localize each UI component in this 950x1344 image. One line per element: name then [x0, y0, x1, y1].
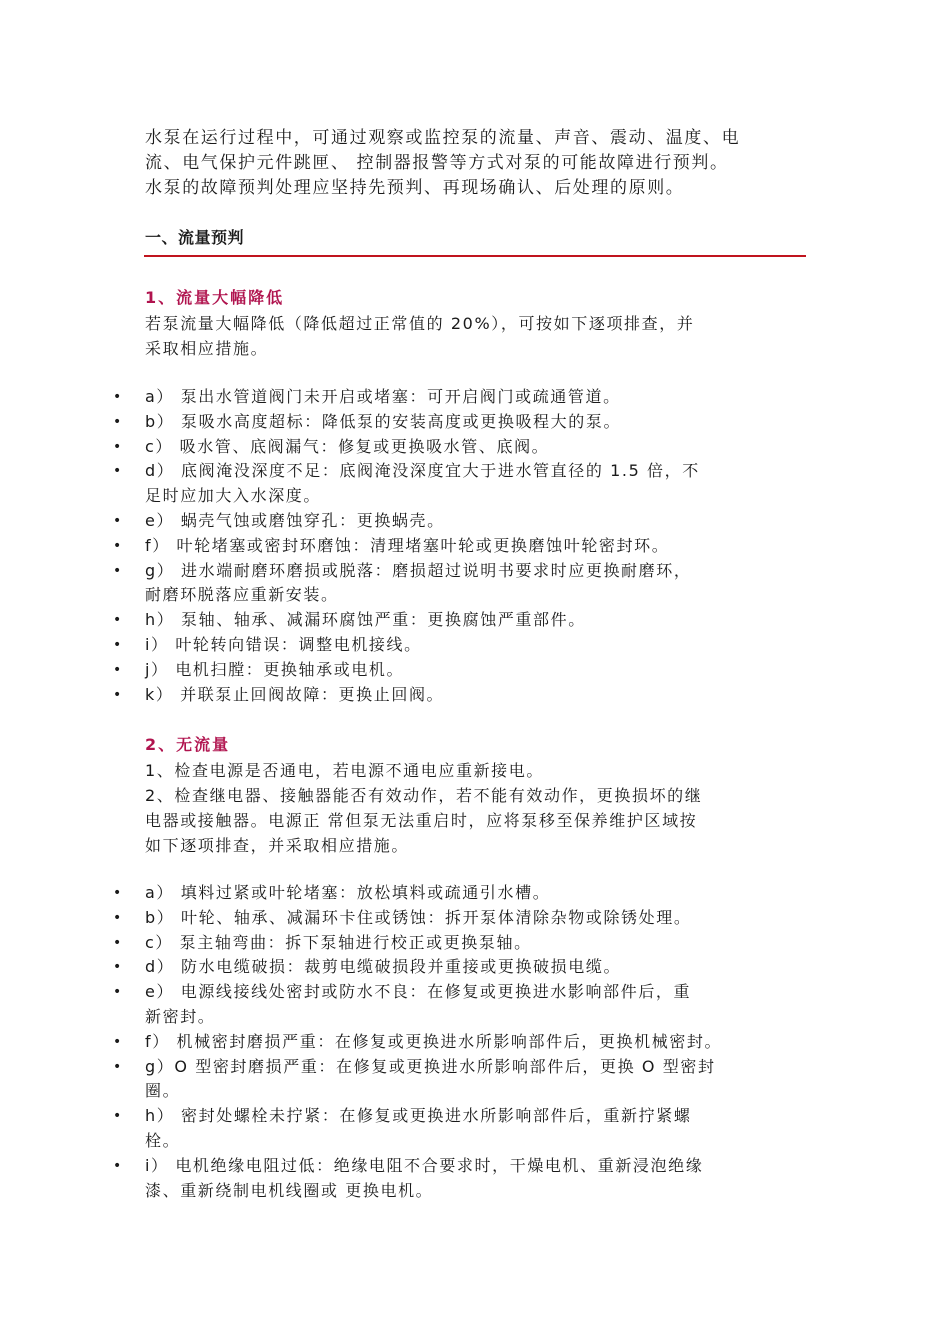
- checklist-item-text: [145, 658, 825, 683]
- checklist-item: [0, 534, 950, 559]
- section-heading-flow: 一、流量预判: [145, 228, 245, 247]
- checklist-item-line: i） 电机绝缘电阻过低：绝缘电阻不合要求时，干燥电机、重新浸泡绝缘: [145, 1155, 704, 1175]
- checklist-item: [0, 459, 950, 509]
- checklist-item: [0, 931, 950, 956]
- checklist-item-line: e） 蜗壳气蚀或磨蚀穿孔：更换蜗壳。: [145, 510, 445, 530]
- checklist-item: [0, 980, 950, 1030]
- checklist-item-text: [145, 633, 825, 658]
- flow-drop-description: [145, 311, 815, 361]
- section-divider: [144, 255, 806, 257]
- description-line: 采取相应措施。: [145, 339, 269, 358]
- checklist-item: [0, 559, 950, 609]
- checklist-item: [0, 1030, 950, 1055]
- bullet-icon: •: [113, 413, 123, 430]
- checklist-item-line: c） 泵主轴弯曲：拆下泵轴进行校正或更换泵轴。: [145, 932, 532, 952]
- checklist-item-line: d） 底阀淹没深度不足：底阀淹没深度宜大于进水管直径的 1.5 倍，不: [145, 461, 700, 481]
- checklist-item-text: [145, 385, 825, 410]
- no-flow-description: [145, 758, 815, 858]
- checklist-item: [0, 881, 950, 906]
- checklist-item-text: [145, 559, 825, 609]
- checklist-item-text: [145, 931, 825, 956]
- checklist-item-line: d） 防水电缆破损：裁剪电缆破损段并重接或更换破损电缆。: [145, 957, 622, 977]
- checklist-item: [0, 633, 950, 658]
- checklist-item-text: [145, 683, 825, 708]
- checklist-item-line: k） 并联泵止回阀故障：更换止回阀。: [145, 684, 445, 704]
- checklist-item-line: 耐磨环脱落应重新安装。: [145, 585, 339, 605]
- checklist-item-line: b） 叶轮、轴承、减漏环卡住或锈蚀：拆开泵体清除杂物或除锈处理。: [145, 907, 692, 927]
- checklist-item-line: b） 泵吸水高度超标：降低泵的安装高度或更换吸程大的泵。: [145, 411, 622, 431]
- checklist-item-text: [145, 509, 825, 534]
- checklist-item: [0, 608, 950, 633]
- checklist-item-text: [145, 1030, 825, 1055]
- bullet-icon: •: [113, 537, 123, 554]
- bullet-icon: •: [113, 612, 123, 629]
- intro-line: 流、电气保护元件跳匣、 控制器报警等方式对泵的可能故障进行预判。: [145, 153, 729, 173]
- checklist-item-line: a） 泵出水管道阀门未开启或堵塞：可开启阀门或疏通管道。: [145, 387, 621, 406]
- checklist-item-line: a） 填料过紧或叶轮堵塞：放松填料或疏通引水槽。: [145, 883, 551, 902]
- checklist-item-line: h） 密封处螺栓未拧紧：在修复或更换进水所影响部件后，重新拧紧螺: [145, 1106, 692, 1126]
- checklist-item-line: 漆、重新绕制电机线圈或 更换电机。: [145, 1180, 434, 1200]
- description-line: 如下逐项排查，并采取相应措施。: [145, 836, 410, 855]
- checklist-item-text: [145, 881, 825, 906]
- checklist-item: [0, 1055, 950, 1105]
- bullet-icon: •: [113, 959, 123, 976]
- checklist-item: [0, 435, 950, 460]
- checklist-item: [0, 410, 950, 435]
- bullet-icon: •: [113, 1033, 123, 1050]
- bullet-icon: •: [113, 909, 123, 926]
- bullet-icon: •: [113, 389, 123, 405]
- checklist-item-line: j） 电机扫膛：更换轴承或电机。: [145, 659, 405, 679]
- description-line: 电器或接触器。电源正 常但泵无法重启时，应将泵移至保养维护区域按: [145, 811, 698, 830]
- bullet-icon: •: [113, 686, 123, 703]
- bullet-icon: •: [113, 562, 123, 579]
- bullet-icon: •: [113, 463, 123, 480]
- checklist-item-text: [145, 1104, 825, 1154]
- checklist-item-line: c） 吸水管、底阀漏气：修复或更换吸水管、底阀。: [145, 436, 550, 456]
- checklist-item: [0, 509, 950, 534]
- checklist-item-line: g）O 型密封磨损严重：在修复或更换进水所影响部件后，更换 O 型密封: [145, 1056, 716, 1076]
- checklist-item-text: [145, 1154, 825, 1204]
- checklist-item-text: [145, 955, 825, 980]
- checklist-item-line: f） 机械密封磨损严重：在修复或更换进水所影响部件后，更换机械密封。: [145, 1031, 723, 1051]
- intro-line: 水泵的故障预判处理应坚持先预判、再现场确认、后处理的原则。: [145, 178, 685, 198]
- checklist-item: [0, 385, 950, 410]
- description-line: 2、检查继电器、接触器能否有效动作，若不能有效动作，更换损坏的继: [145, 786, 703, 805]
- bullet-icon: •: [113, 661, 123, 678]
- checklist-item-text: [145, 608, 825, 633]
- checklist-item: [0, 683, 950, 708]
- checklist-item: [0, 1104, 950, 1154]
- subheading-no-flow: 2、无流量: [145, 735, 231, 754]
- checklist-item-text: [145, 980, 825, 1030]
- checklist-item-text: [145, 534, 825, 559]
- checklist-item-line: i） 叶轮转向错误：调整电机接线。: [145, 634, 422, 654]
- bullet-icon: •: [113, 885, 123, 901]
- intro-paragraph: [145, 126, 815, 201]
- checklist-item-text: [145, 435, 825, 460]
- bullet-icon: •: [113, 984, 123, 1001]
- bullet-icon: •: [113, 512, 123, 529]
- bullet-icon: •: [113, 636, 123, 653]
- checklist-item-line: 栓。: [145, 1130, 181, 1150]
- bullet-icon: •: [113, 1157, 123, 1174]
- checklist-item: [0, 1154, 950, 1204]
- checklist-item-text: [145, 1055, 825, 1105]
- flow-drop-checklist: [0, 385, 950, 707]
- checklist-item-text: [145, 410, 825, 435]
- checklist-item: [0, 955, 950, 980]
- checklist-item-line: 足时应加大入水深度。: [145, 486, 322, 506]
- subheading-flow-drop: 1、流量大幅降低: [145, 288, 285, 307]
- checklist-item-line: f） 叶轮堵塞或密封环磨蚀：清理堵塞叶轮或更换磨蚀叶轮密封环。: [145, 535, 670, 555]
- description-line: 若泵流量大幅降低（降低超过正常值的 20%），可按如下逐项排查，并: [145, 314, 695, 333]
- bullet-icon: •: [113, 1058, 123, 1075]
- bullet-icon: •: [113, 934, 123, 951]
- checklist-item: [0, 906, 950, 931]
- checklist-item-text: [145, 459, 825, 509]
- intro-line: 水泵在运行过程中，可通过观察或监控泵的流量、声音、震动、温度、电: [145, 128, 741, 148]
- checklist-item-line: 圈。: [145, 1081, 181, 1101]
- checklist-item-line: h） 泵轴、轴承、减漏环腐蚀严重：更换腐蚀严重部件。: [145, 610, 586, 630]
- no-flow-checklist: [0, 881, 950, 1203]
- bullet-icon: •: [113, 1108, 123, 1125]
- checklist-item-line: 新密封。: [145, 1006, 216, 1026]
- checklist-item-line: g） 进水端耐磨环磨损或脱落：磨损超过说明书要求时应更换耐磨环，: [145, 560, 692, 580]
- checklist-item-line: e） 电源线接线处密封或防水不良：在修复或更换进水影响部件后，重: [145, 982, 692, 1002]
- bullet-icon: •: [113, 438, 123, 455]
- checklist-item-text: [145, 906, 825, 931]
- description-line: 1、检查电源是否通电，若电源不通电应重新接电。: [145, 761, 544, 780]
- checklist-item: [0, 658, 950, 683]
